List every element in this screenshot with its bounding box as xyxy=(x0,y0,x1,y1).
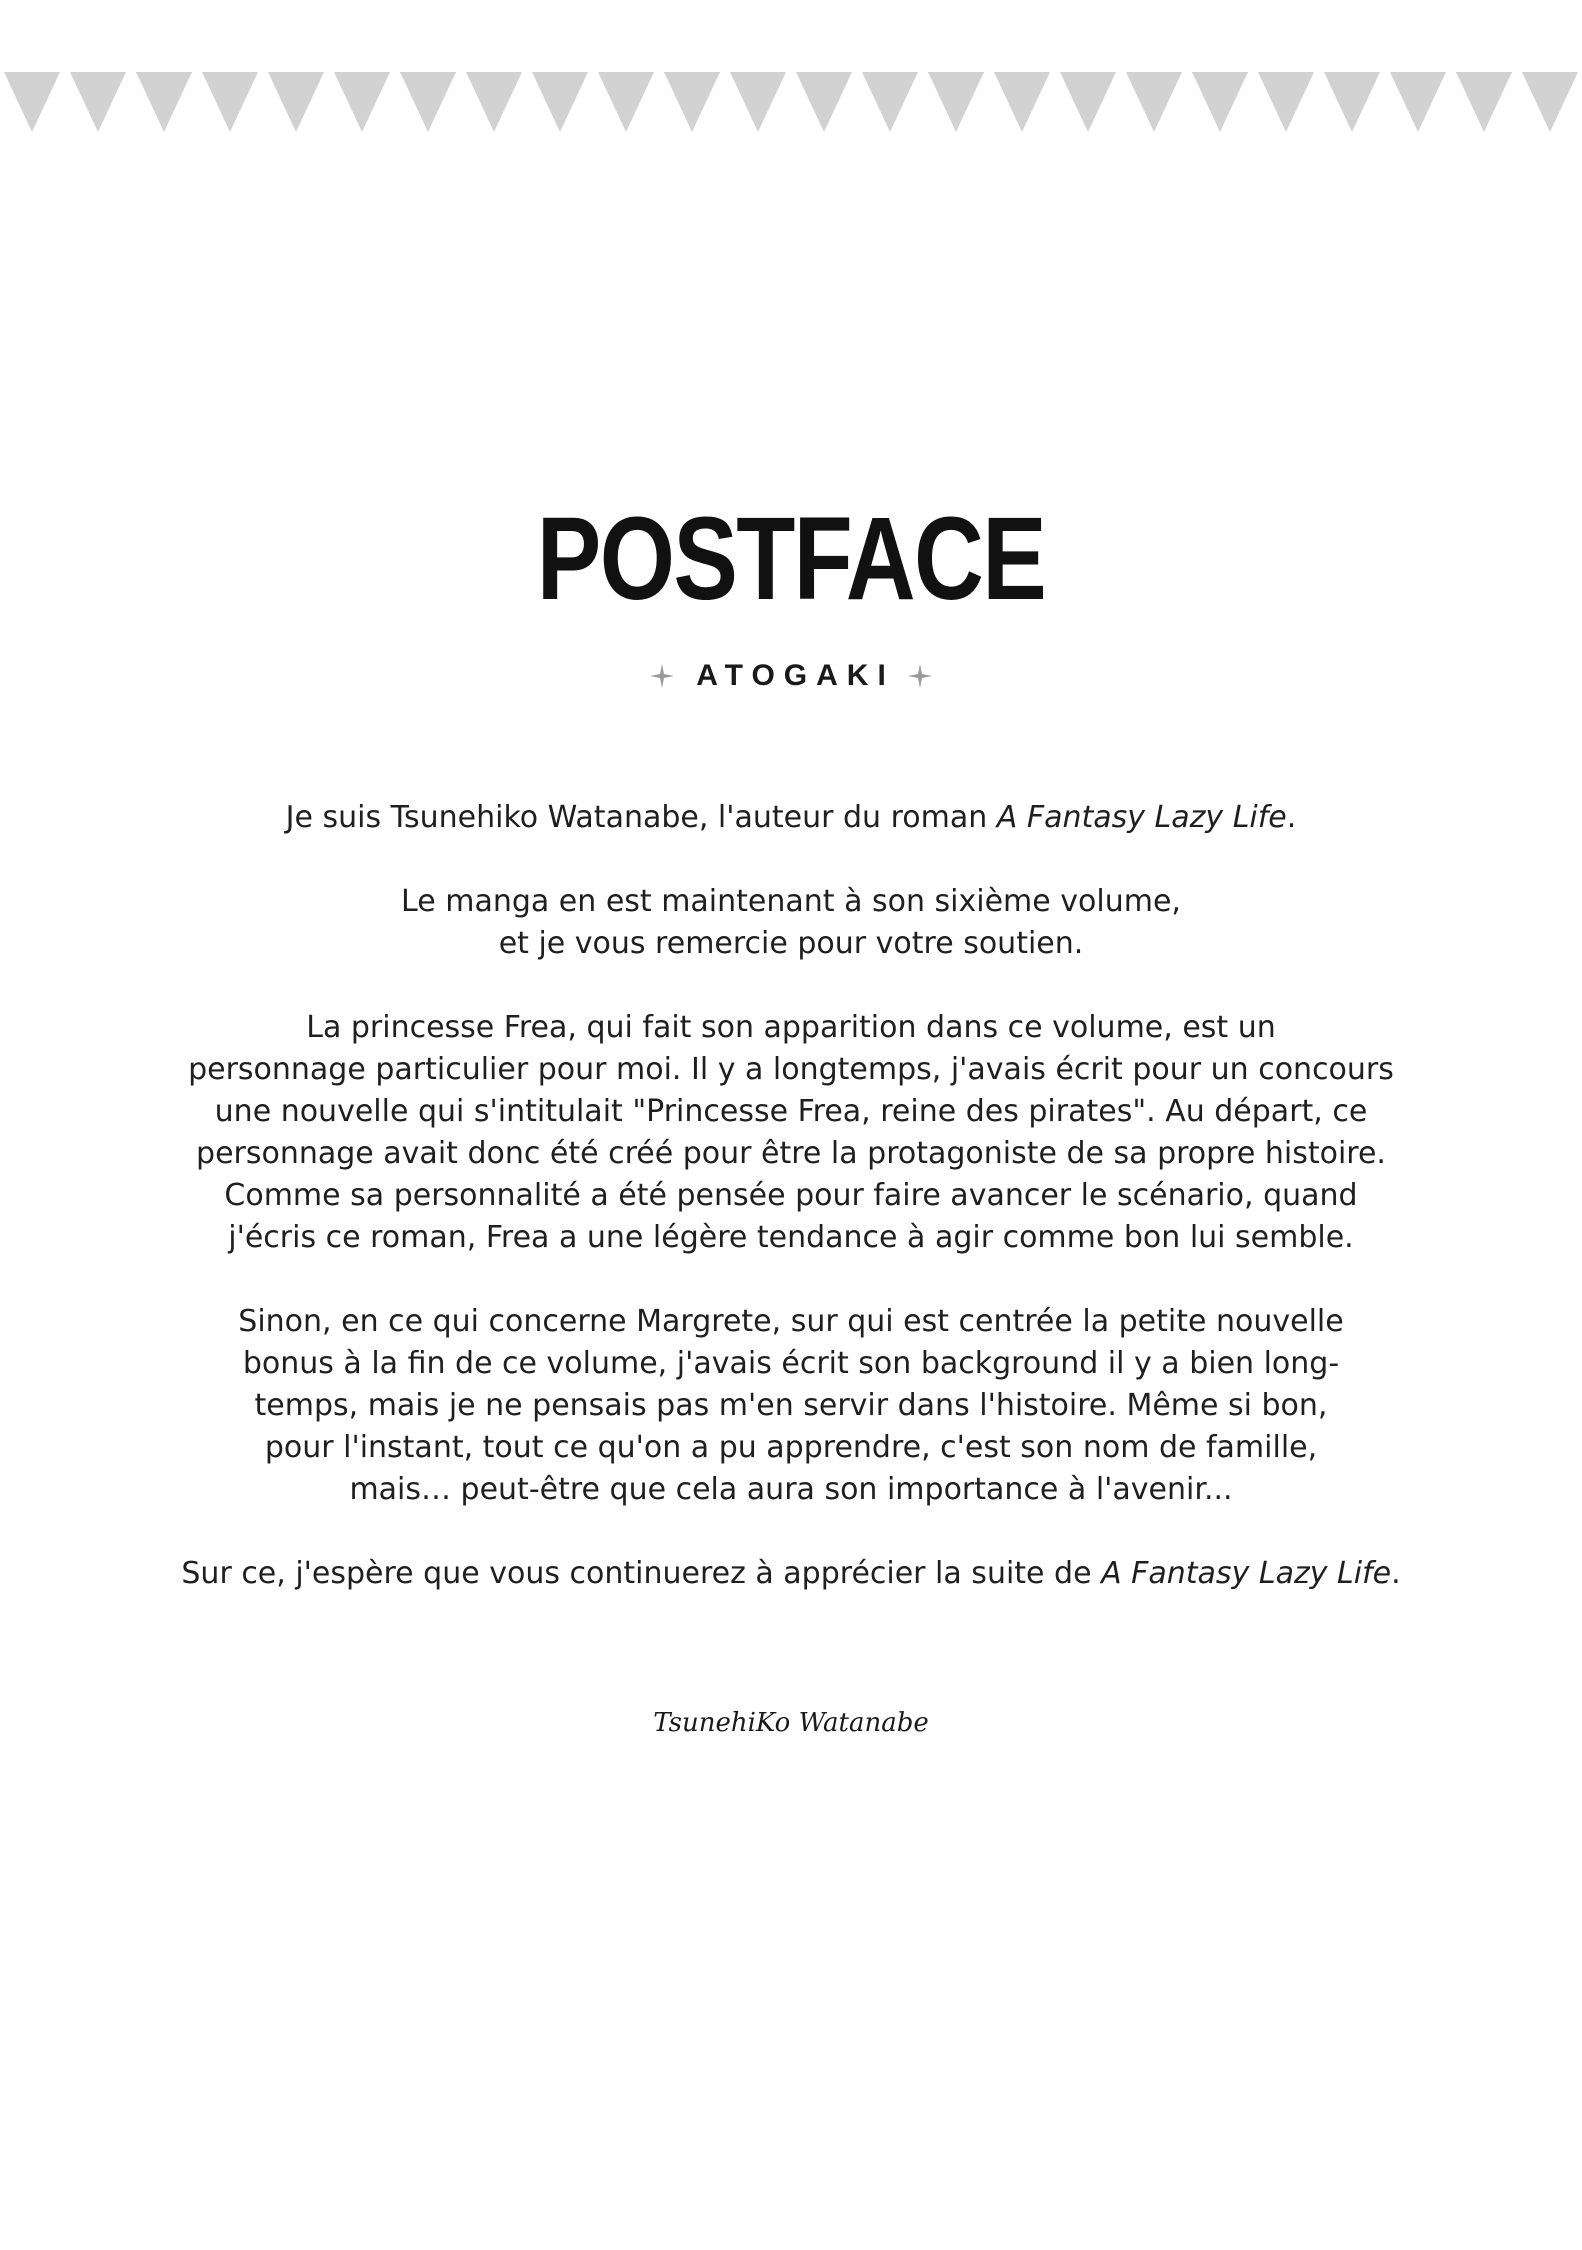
postface-body xyxy=(180,797,1402,1595)
text-segment: pour l'instant, tout ce qu'on a pu apprendre, c'est son nom de famille, xyxy=(264,1430,1318,1465)
text-line xyxy=(180,1301,1402,1343)
subtitle-row xyxy=(0,654,1582,698)
border-triangle xyxy=(268,72,324,132)
text-segment: et je vous remercie pour votre soutien. xyxy=(498,926,1084,961)
text-line xyxy=(180,1175,1402,1217)
text-line xyxy=(180,1217,1402,1259)
paragraph xyxy=(180,797,1402,839)
sparkle-left-icon xyxy=(649,663,675,689)
text-line xyxy=(180,797,1402,839)
border-triangle xyxy=(400,72,456,132)
text-segment: une nouvelle qui s'intitulait "Princesse Frea, reine des pirates". Au départ, ce xyxy=(214,1094,1368,1129)
text-segment: La princesse Frea, qui fait son apparition dans ce volume, est un xyxy=(306,1010,1276,1045)
text-line xyxy=(180,1049,1402,1091)
page-title: POSTFACE xyxy=(536,493,1046,625)
text-segment: j'écris ce roman, Frea a une légère tendance à agir comme bon lui semble. xyxy=(228,1220,1354,1255)
border-triangle xyxy=(664,72,720,132)
border-triangle xyxy=(796,72,852,132)
border-triangle xyxy=(598,72,654,132)
book-title-italic: A Fantasy Lazy Life xyxy=(996,800,1287,835)
text-line xyxy=(180,923,1402,965)
text-line xyxy=(180,1343,1402,1385)
sparkle-right-icon xyxy=(907,663,933,689)
text-segment: Sinon, en ce qui concerne Margrete, sur qui est centrée la petite nouvelle xyxy=(238,1304,1344,1339)
text-segment: . xyxy=(1286,800,1297,835)
border-triangle xyxy=(532,72,588,132)
border-triangle xyxy=(862,72,918,132)
text-line xyxy=(180,1007,1402,1049)
border-triangle xyxy=(730,72,786,132)
text-segment: . xyxy=(1391,1556,1401,1591)
border-triangle xyxy=(994,72,1050,132)
text-line xyxy=(180,1469,1402,1511)
text-line xyxy=(180,1553,1402,1595)
book-title-italic: A Fantasy Lazy Life xyxy=(1101,1556,1392,1591)
border-triangle xyxy=(70,72,126,132)
border-triangle xyxy=(1258,72,1314,132)
border-triangle xyxy=(1192,72,1248,132)
text-line xyxy=(180,881,1402,923)
page-subtitle: ATOGAKI xyxy=(696,659,895,692)
text-segment: Comme sa personnalité a été pensée pour faire avancer le scénario, quand xyxy=(224,1178,1358,1213)
text-segment: bonus à la fin de ce volume, j'avais écrit son background il y a bien long- xyxy=(242,1346,1340,1381)
border-triangle xyxy=(202,72,258,132)
border-triangle xyxy=(4,72,60,132)
border-triangle xyxy=(1456,72,1512,132)
author-signature: TsunehiKo Watanabe xyxy=(653,1708,929,1738)
text-segment: Je suis Tsunehiko Watanabe, l'auteur du roman xyxy=(285,800,997,835)
text-line xyxy=(180,1091,1402,1133)
text-line xyxy=(180,1427,1402,1469)
text-line xyxy=(180,1385,1402,1427)
border-triangle xyxy=(334,72,390,132)
border-triangle xyxy=(1390,72,1446,132)
text-segment: personnage avait donc été créé pour être la protagoniste de sa propre histoire. xyxy=(196,1136,1386,1171)
paragraph xyxy=(180,1007,1402,1259)
text-segment: Le manga en est maintenant à son sixième volume, xyxy=(401,884,1181,919)
border-triangle xyxy=(1126,72,1182,132)
text-segment: Sur ce, j'espère que vous continuerez à apprécier la suite de xyxy=(181,1556,1102,1591)
border-triangle xyxy=(1522,72,1578,132)
border-triangle xyxy=(1324,72,1380,132)
border-triangle xyxy=(136,72,192,132)
border-triangle xyxy=(928,72,984,132)
text-line xyxy=(180,1133,1402,1175)
text-segment: temps, mais je ne pensais pas m'en servir dans l'histoire. Même si bon, xyxy=(254,1388,1328,1423)
paragraph xyxy=(180,881,1402,965)
text-segment: personnage particulier pour moi. Il y a longtemps, j'avais écrit pour un concours xyxy=(188,1052,1394,1087)
border-triangle xyxy=(466,72,522,132)
paragraph xyxy=(180,1301,1402,1511)
border-triangle xyxy=(1060,72,1116,132)
paragraph xyxy=(180,1553,1402,1595)
text-segment: mais… peut-être que cela aura son importance à l'avenir... xyxy=(349,1472,1233,1507)
triangle-border-decoration xyxy=(0,72,1582,132)
